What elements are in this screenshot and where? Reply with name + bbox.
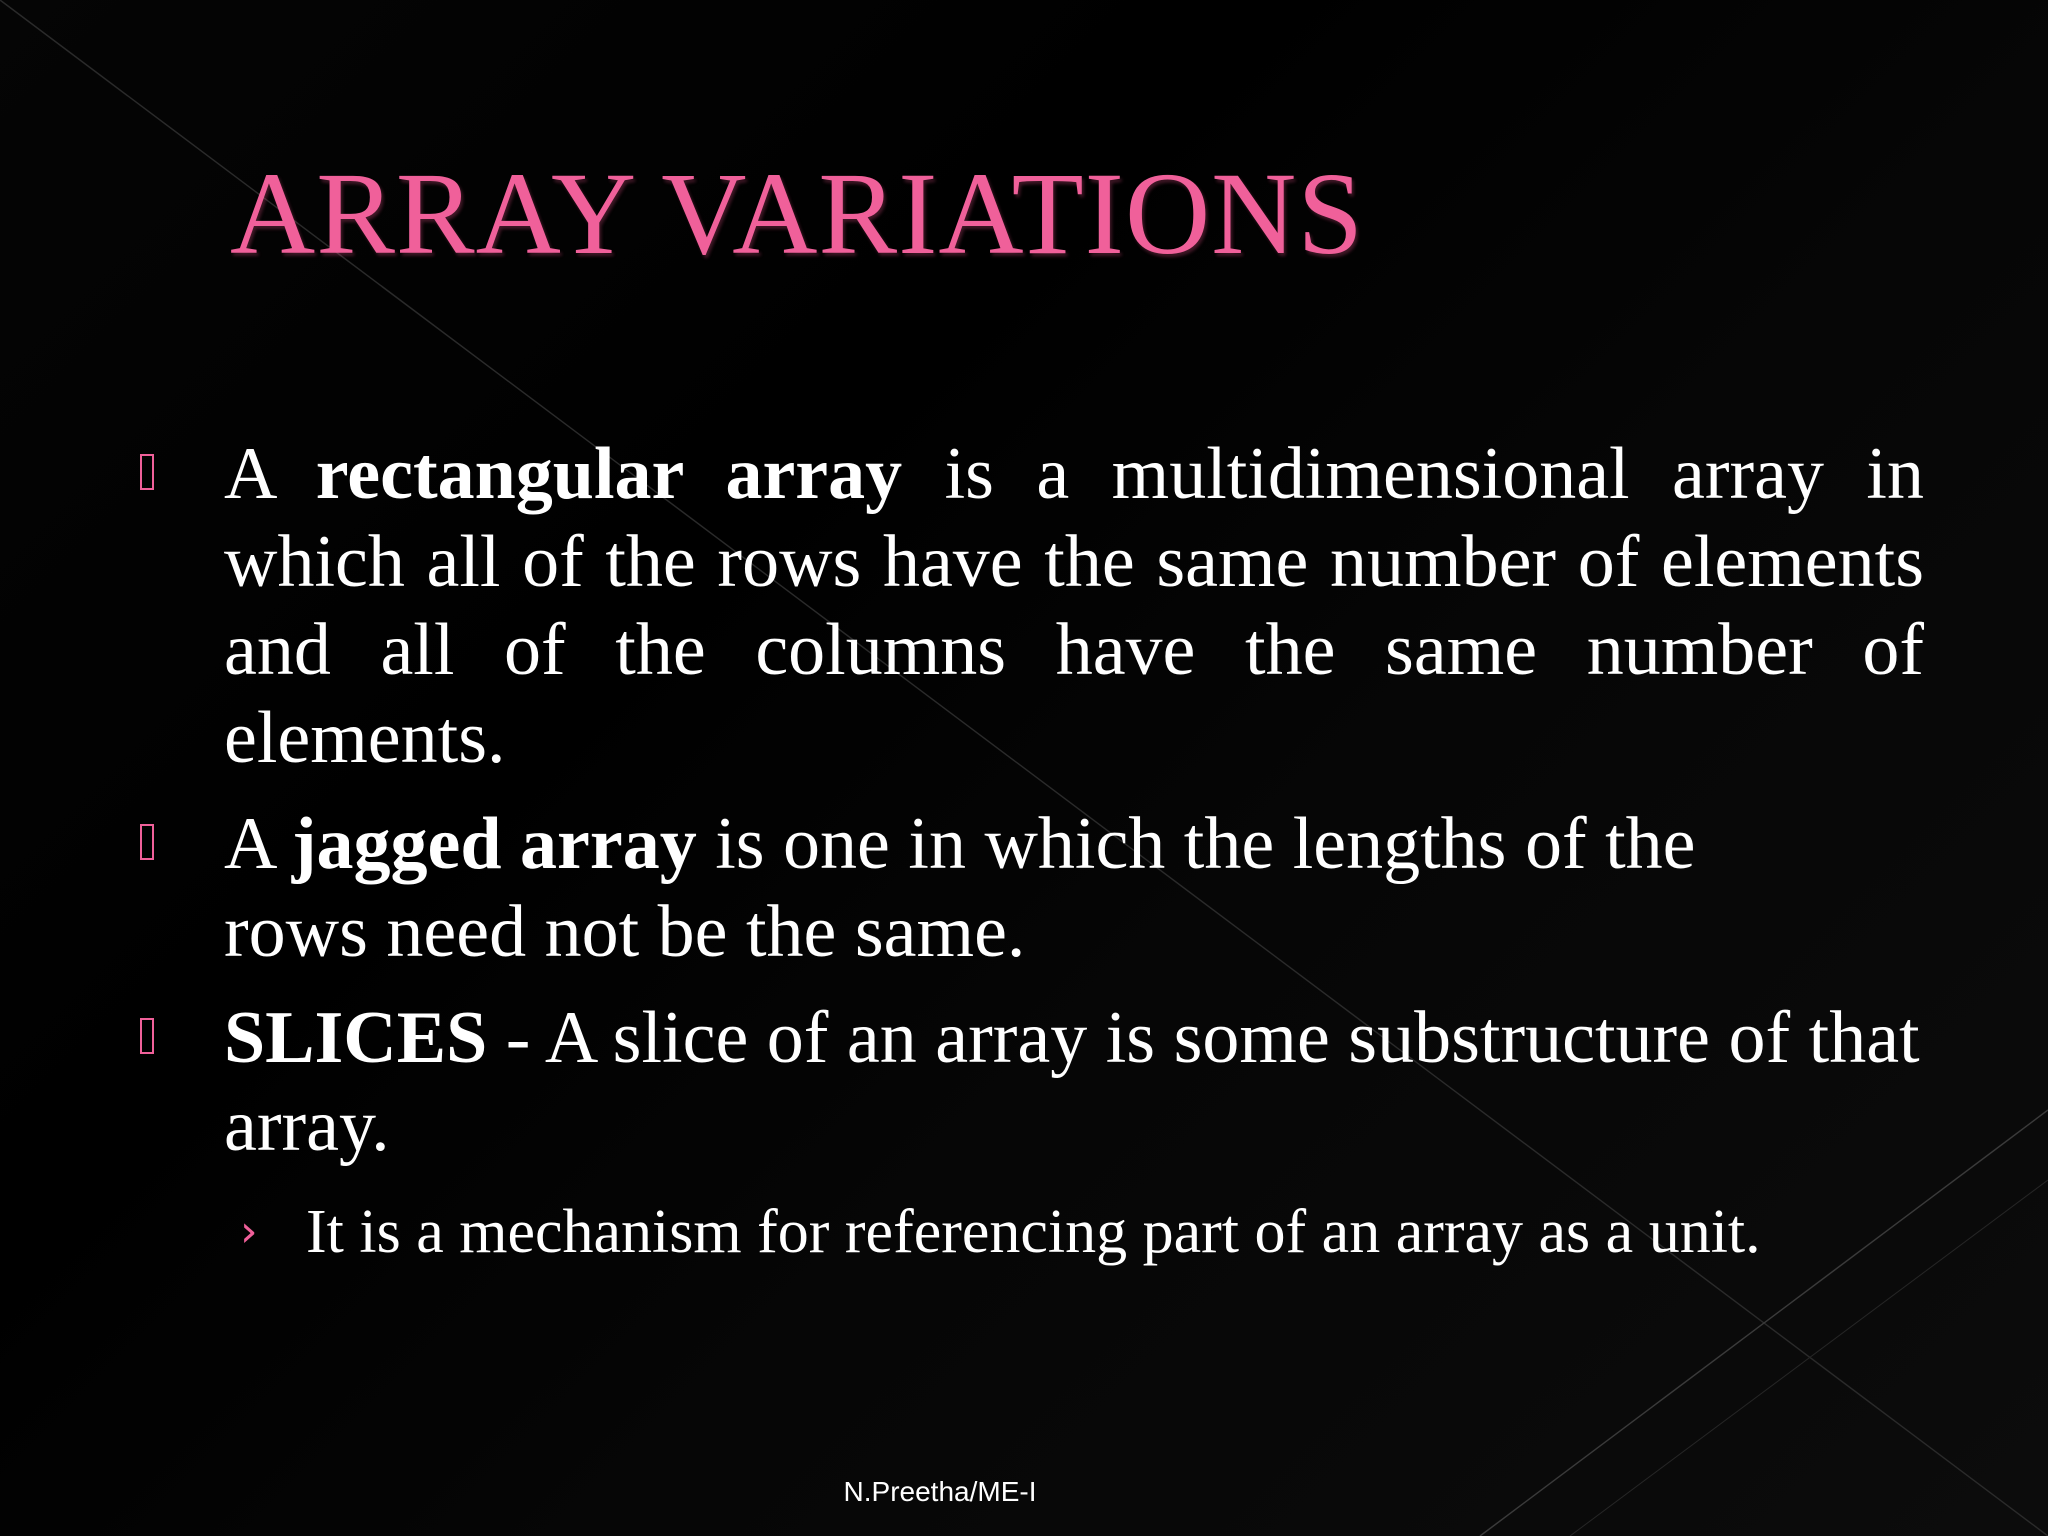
bullet-body: - A slice of an array is some substructure of that array. — [224, 997, 1920, 1167]
bullet-lead: A — [224, 803, 292, 885]
bullet-list — [140, 430, 1924, 1276]
bullet-term: SLICES — [224, 997, 488, 1079]
bullet-text — [224, 800, 1834, 976]
bullet-text — [224, 430, 1924, 782]
bullet-body: is a multidimensional array in which all of the rows have the same number of elements and all of the columns have the same number of elements. — [224, 433, 1924, 779]
slide-title: ARRAY VARIATIONS — [230, 148, 1365, 279]
bullet-term: rectangular array — [315, 433, 903, 515]
sub-bullet-mechanism — [140, 1188, 1924, 1276]
sub-bullet-text: It is a mechanism for referencing part of an array as a unit. — [306, 1198, 1761, 1266]
bullet-text — [224, 994, 1924, 1170]
bullet-jagged-array — [140, 800, 1924, 976]
slide-footer: N.Preetha/ME-I — [843, 1476, 1037, 1507]
chevron-right-icon: › — [240, 1206, 258, 1257]
bullet-body: is one in which the lengths of the rows need not be the same. — [224, 803, 1696, 973]
bullet-rectangular-array — [140, 430, 1924, 782]
square-bullet-icon — [140, 454, 154, 490]
bullet-lead: A — [224, 433, 316, 515]
square-bullet-icon — [140, 824, 154, 860]
bullet-term: jagged array — [291, 803, 697, 885]
bullet-slices — [140, 994, 1924, 1170]
square-bullet-icon — [140, 1018, 154, 1054]
